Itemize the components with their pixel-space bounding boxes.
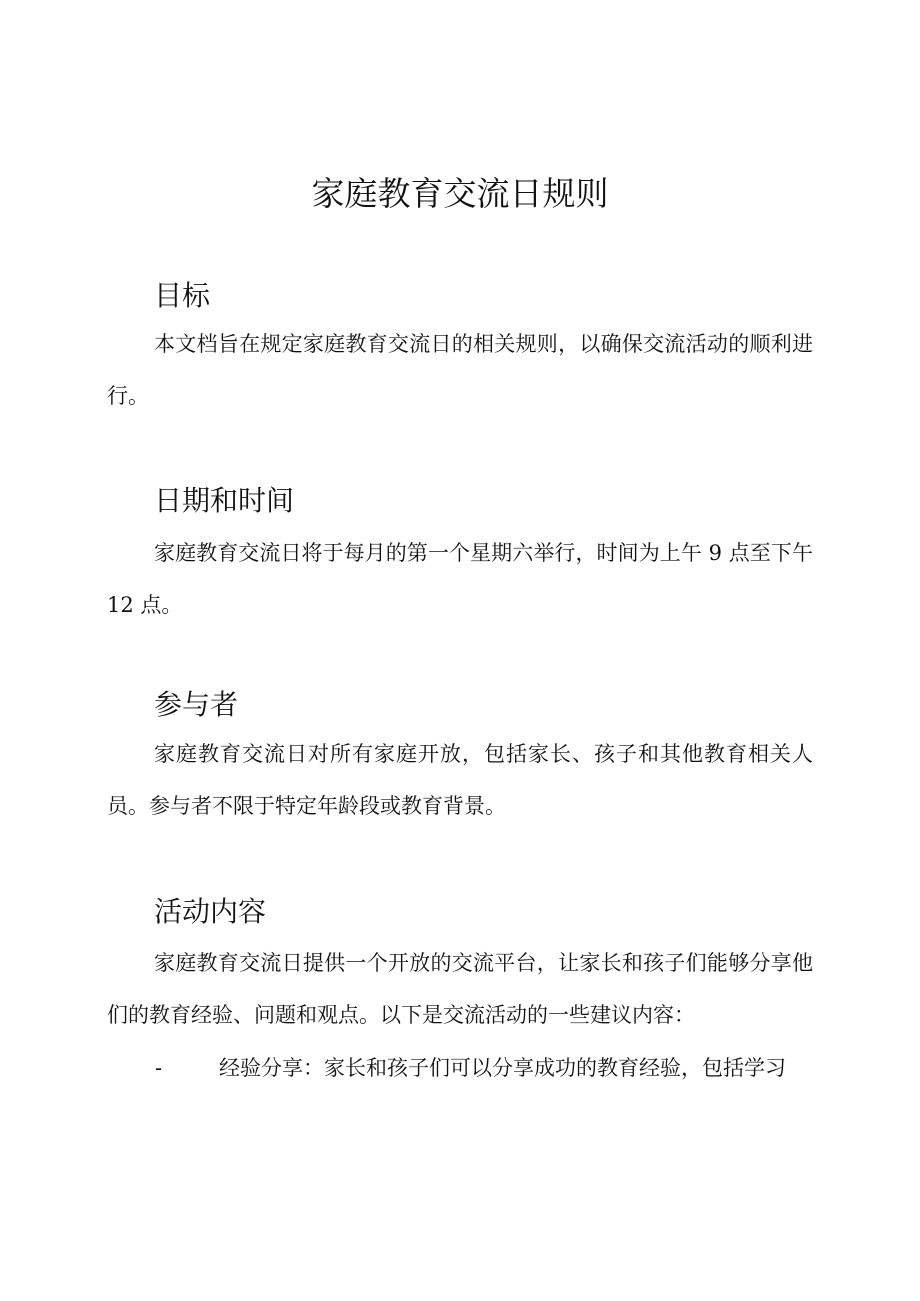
- section-paragraph-activities: 家庭教育交流日提供一个开放的交流平台，让家长和孩子们能够分享他们的教育经验、问题和观点。以下是交流活动的一些建议内容：: [107, 951, 813, 1027]
- section-paragraph-participants: 家庭教育交流日对所有家庭开放，包括家长、孩子和其他教育相关人员。参与者不限于特定年龄段或教育背景。: [107, 742, 813, 818]
- section-paragraph-goal: 本文档旨在规定家庭教育交流日的相关规则，以确保交流活动的顺利进行。: [107, 332, 813, 408]
- section-paragraph-date-time: 家庭教育交流日将于每月的第一个星期六举行，时间为上午 9 点至下午 12 点。: [107, 541, 813, 617]
- section-heading-participants: 参与者: [154, 688, 239, 721]
- section-heading-activities: 活动内容: [154, 895, 267, 928]
- section-heading-date-time: 日期和时间: [154, 484, 295, 517]
- list-marker: -: [155, 1056, 163, 1080]
- section-heading-goal: 目标: [154, 279, 211, 312]
- list-item-text: 经验分享：家长和孩子们可以分享成功的教育经验，包括学习: [219, 1056, 786, 1080]
- document-title: 家庭教育交流日规则: [311, 174, 609, 213]
- list-item: [107, 1042, 813, 1094]
